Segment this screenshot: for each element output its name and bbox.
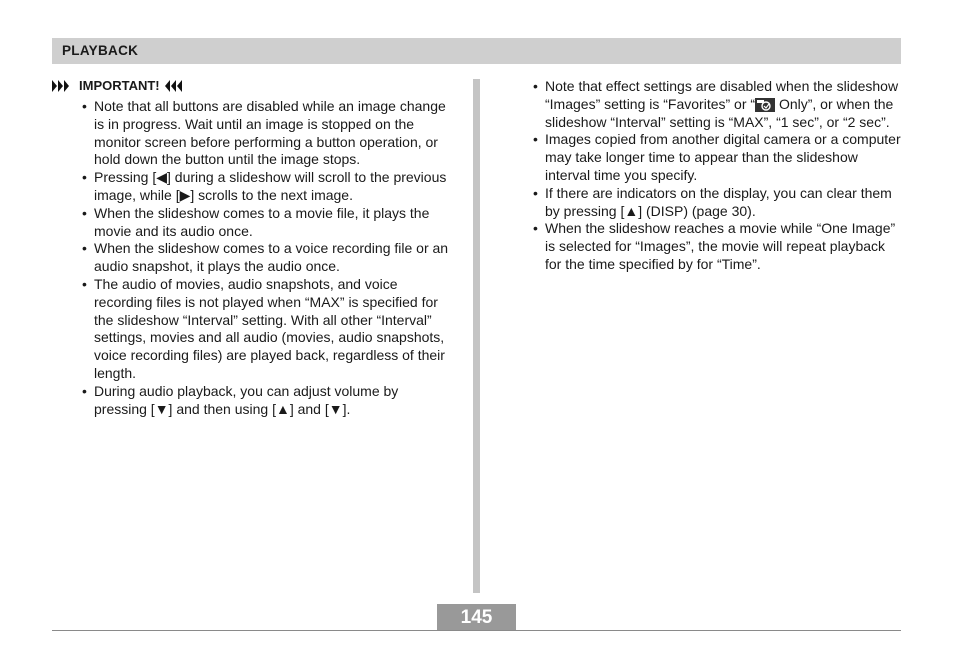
bullet-text-end: Only”, or when the slideshow “Interval” setting is “MAX”, “1 sec”, or “2 sec”. — [545, 95, 894, 130]
bullet-item — [533, 78, 905, 131]
bullet-item: • Images copied from another digital camera or a computer may take longer time to appear than the slideshow interval time you specify. — [533, 131, 905, 184]
notes-bullet-list — [533, 78, 905, 274]
important-heading — [52, 78, 452, 94]
triple-chevron-left-icon — [165, 80, 187, 92]
bullet-item: • The audio of movies, audio snapshots, and voice recording files is not played when “MAX” is specified for the slideshow “Interval” setting. With all other “Interval” settings, movies and all audio (movies, audio snapshots, voice recording files) are played back, regardless of their length. — [82, 276, 452, 383]
footer-rule — [52, 630, 901, 631]
bullet-item: • When the slideshow reaches a movie while “One Image” is selected for “Images”, the movie will repeat playback for the time specified by for “Time”. — [533, 220, 905, 273]
bullet-item: • During audio playback, you can adjust volume by pressing [▼] and then using [▲] and [▼]. — [82, 383, 452, 419]
bullet-text-start: Note that effect settings are disabled when the slideshow “Images” setting is “Favorites” or “ — [545, 78, 899, 112]
section-header-bar — [52, 38, 901, 64]
important-label: IMPORTANT! — [79, 78, 160, 94]
bullet-item: • If there are indicators on the display, you can clear them by pressing [▲] (DISP) (page 30). — [533, 185, 905, 221]
bullet-item: • When the slideshow comes to a movie file, it plays the movie and its audio once. — [82, 205, 452, 241]
bullet-item: • Pressing [◀] during a slideshow will scroll to the previous image, while [▶] scrolls to the next image. — [82, 169, 452, 205]
column-divider — [473, 79, 480, 593]
bullet-item: • When the slideshow comes to a voice recording file or an audio snapshot, it plays the audio once. — [82, 240, 452, 276]
important-bullet-list — [52, 98, 452, 418]
page-number: 145 — [437, 604, 516, 631]
triple-chevron-right-icon — [52, 80, 74, 92]
section-title: PLAYBACK — [62, 43, 139, 58]
bullet-item: • Note that all buttons are disabled while an image change is in progress. Wait until an image is stopped on the monitor screen before performing a button operation, or hold down the button until the image stops. — [82, 98, 452, 169]
right-column — [533, 78, 905, 274]
left-column — [52, 78, 452, 418]
favorites-folder-icon — [755, 98, 775, 112]
